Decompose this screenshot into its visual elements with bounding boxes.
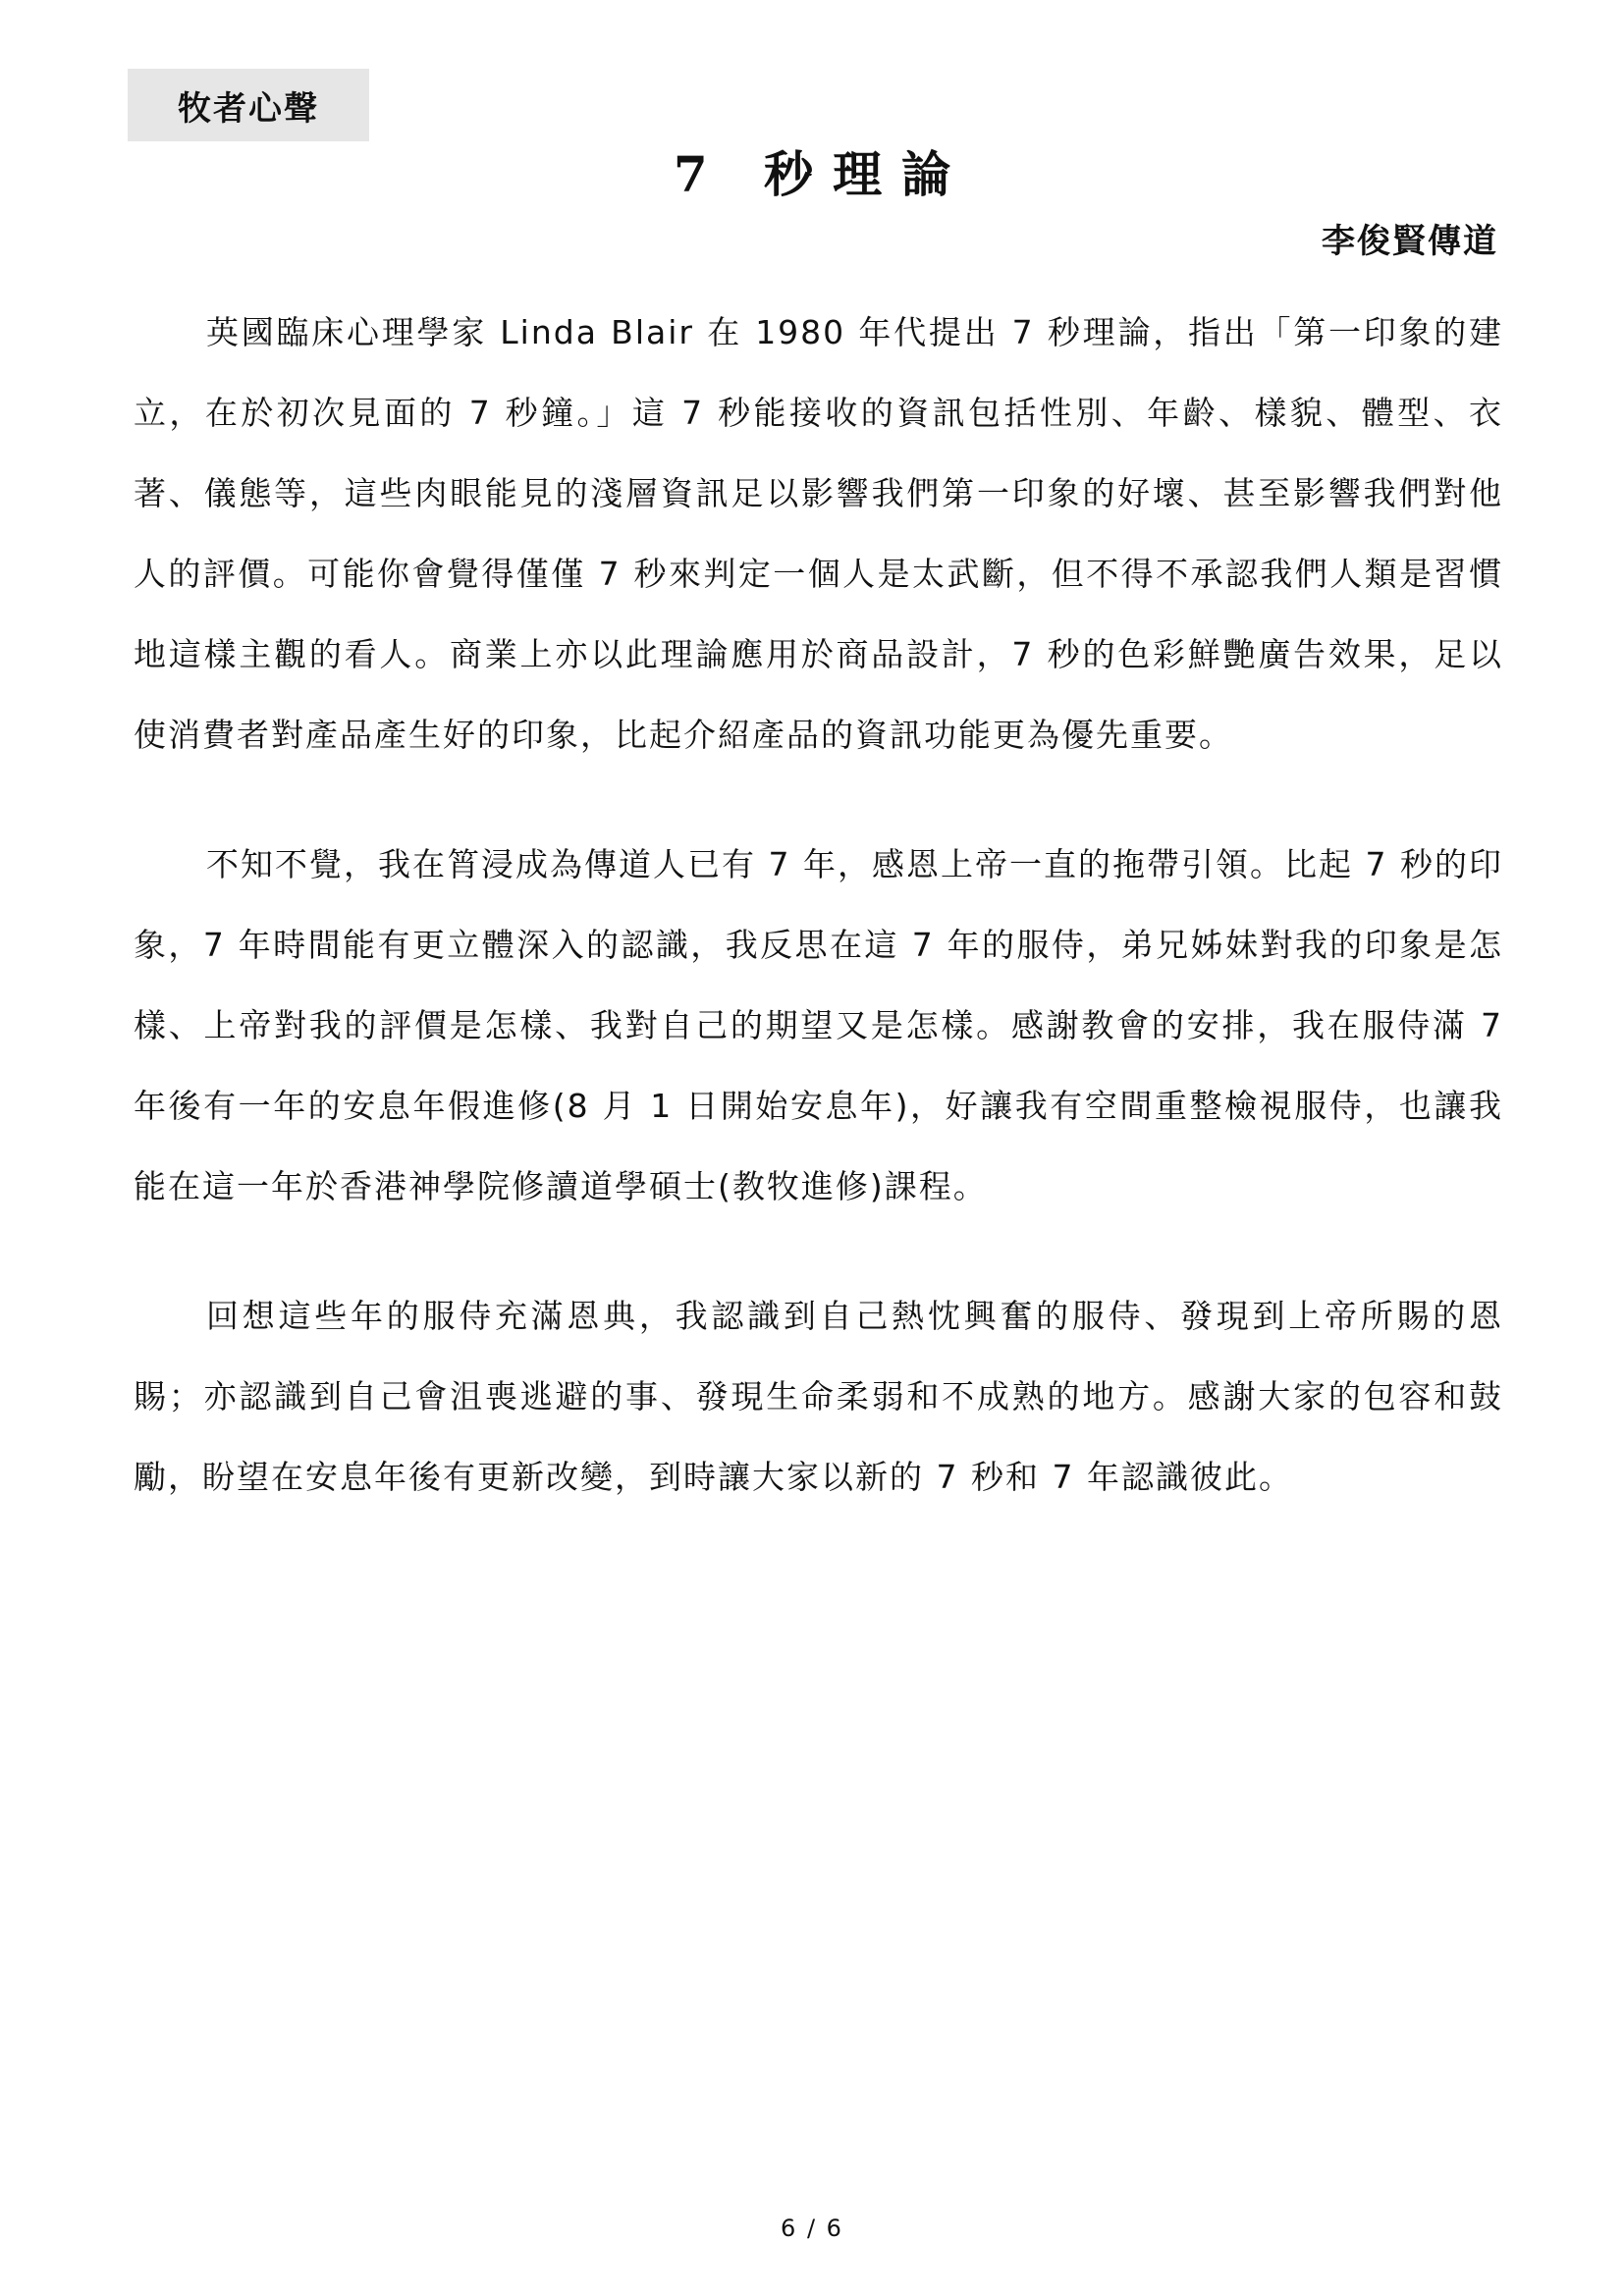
article-title: 7 秒理論 [673, 145, 971, 203]
article-paragraph-3: 回想這些年的服侍充滿恩典，我認識到自己熱忱興奮的服侍、發現到上帝所賜的恩賜；亦認識到自己會沮喪逃避的事、發現生命柔弱和不成熟的地方。感謝大家的包容和鼓勵，盼望在安息年後有更新改變，到時讓大家以新的 7 秒和 7 年認識彼此。 [134, 1297, 1503, 1496]
article-paragraph-2: 不知不覺，我在筲浸成為傳道人已有 7 年，感恩上帝一直的拖帶引領。比起 7 秒的印象，7 年時間能有更立體深入的認識，我反思在這 7 年的服侍，弟兄姊妹對我的印象是怎樣、上帝對我的評價是怎樣、我對自己的期望又是怎樣。感謝教會的安排，我在服侍滿 7 年後有一年的安息年假進修(8 月 1 日開始安息年)，好讓我有空間重整檢視服侍，也讓我能在這一年於香港神學院修讀道學碩士(教牧進修)課程。 [134, 845, 1503, 1205]
article-author: 李俊賢傳道 [1322, 222, 1498, 261]
section-tag: 牧者心聲 [128, 69, 369, 141]
article-paragraph-1: 英國臨床心理學家 Linda Blair 在 1980 年代提出 7 秒理論，指出「第一印象的建立，在於初次見面的 7 秒鐘。」這 7 秒能接收的資訊包括性別、年齡、樣貌、體型、衣著、儀態等，這些肉眼能見的淺層資訊足以影響我們第一印象的好壞、甚至影響我們對他人的評價。可能你會覺得僅僅 7 秒來判定一個人是太武斷，但不得不承認我們人類是習慣地這樣主觀的看人。商業上亦以此理論應用於商品設計，7 秒的色彩鮮艷廣告效果，足以使消費者對產品產生好的印象，比起介紹產品的資訊功能更為優先重要。 [134, 313, 1503, 754]
article-body [134, 293, 1503, 1567]
page-number: 6 / 6 [781, 2215, 843, 2242]
